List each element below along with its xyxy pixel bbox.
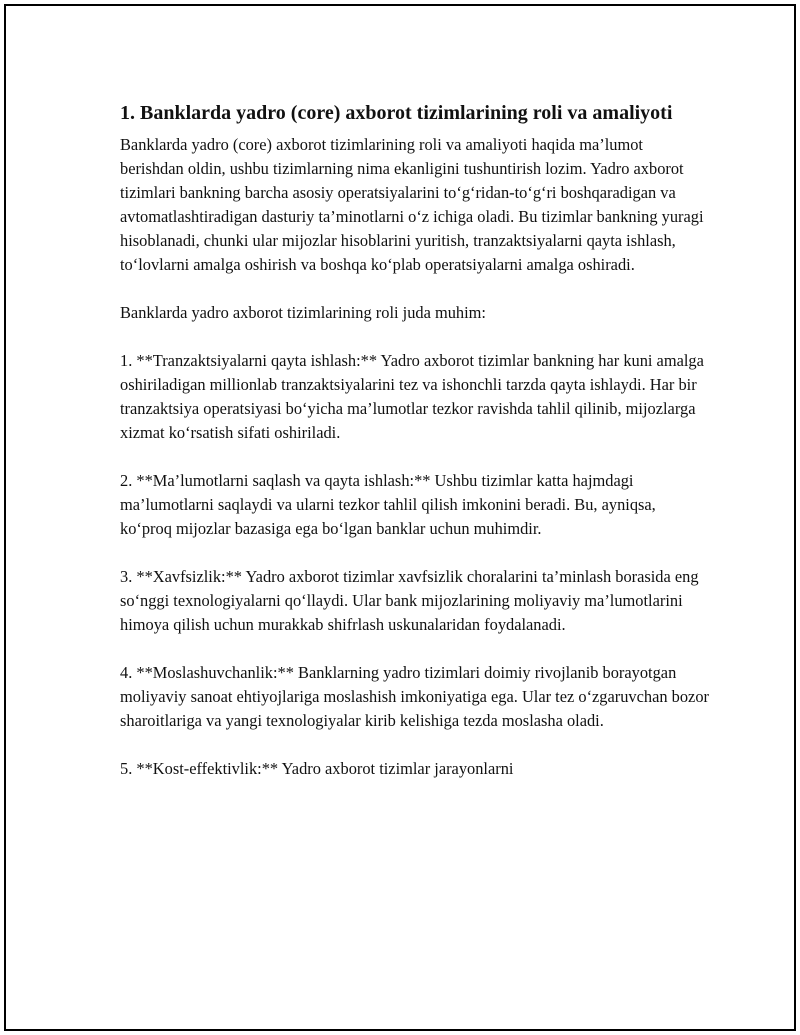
document-page: [4, 4, 796, 1031]
list-item-transactions: 1. **Tranzaktsiyalarni qayta ishlash:** Yadro axborot tizimlar bankning har kuni amalga oshiriladigan millionlab tranzaktsiyalarini tez va ishonchli tarzda qayta ishlaydi. Har bir tranzaktsiya operatsiyasi bo‘yicha ma’lumotlar tezkor ravishda tahlil qilinib, mijozlarga xizmat ko‘rsatish sifati oshiriladi.: [120, 351, 704, 442]
paragraph-intro: Banklarda yadro (core) axborot tizimlarining roli va amaliyoti haqida ma’lumot berishdan oldin, ushbu tizimlarning nima ekanligini tushuntirish lozim. Yadro axborot tizimlari bankning barcha asosiy operatsiyalarini to‘g‘ridan-to‘g‘ri boshqaradigan va avtomatlashtiradigan dasturiy ta’minotlarni o‘z ichiga oladi. Bu tizimlar bankning yuragi hisoblanadi, chunki ular mijozlar hisoblarini yuritish, tranzaktsiyalarni qayta ishlash, to‘lovlarni amalga oshirish va boshqa ko‘plab operatsiyalarni amalga oshiradi.: [120, 135, 704, 274]
document-title: 1. Banklarda yadro (core) axborot tizimlarining roli va amaliyoti: [120, 102, 673, 124]
list-item-cost-effectiveness: 5. **Kost-effektivlik:** Yadro axborot tizimlar jarayonlarni: [120, 759, 514, 778]
paragraph-role-intro: Banklarda yadro axborot tizimlarining roli juda muhim:: [120, 303, 486, 322]
list-item-data-storage: 2. **Ma’lumotlarni saqlash va qayta ishlash:** Ushbu tizimlar katta hajmdagi ma’lumotlarni saqlaydi va ularni tezkor tahlil qilish imkonini beradi. Bu, ayniqsa, ko‘proq mijozlar bazasiga ega bo‘lgan banklar uchun muhimdir.: [120, 471, 656, 538]
list-item-security: 3. **Xavfsizlik:** Yadro axborot tizimlar xavfsizlik choralarini ta’minlash borasida eng so‘nggi texnologiyalarni qo‘llaydi. Ular bank mijozlarining moliyaviy ma’lumotlarini himoya qilish uchun murakkab shifrlash uskunalaridan foydalanadi.: [120, 567, 699, 634]
document-body: [120, 100, 710, 805]
list-item-flexibility: 4. **Moslashuvchanlik:** Banklarning yadro tizimlari doimiy rivojlanib borayotgan moliyaviy sanoat ehtiyojlariga moslashish imkoniyatiga ega. Ular tez o‘zgaruvchan bozor sharoitlariga va yangi texnologiyalar kirib kelishiga tezda moslasha oladi.: [120, 663, 709, 730]
